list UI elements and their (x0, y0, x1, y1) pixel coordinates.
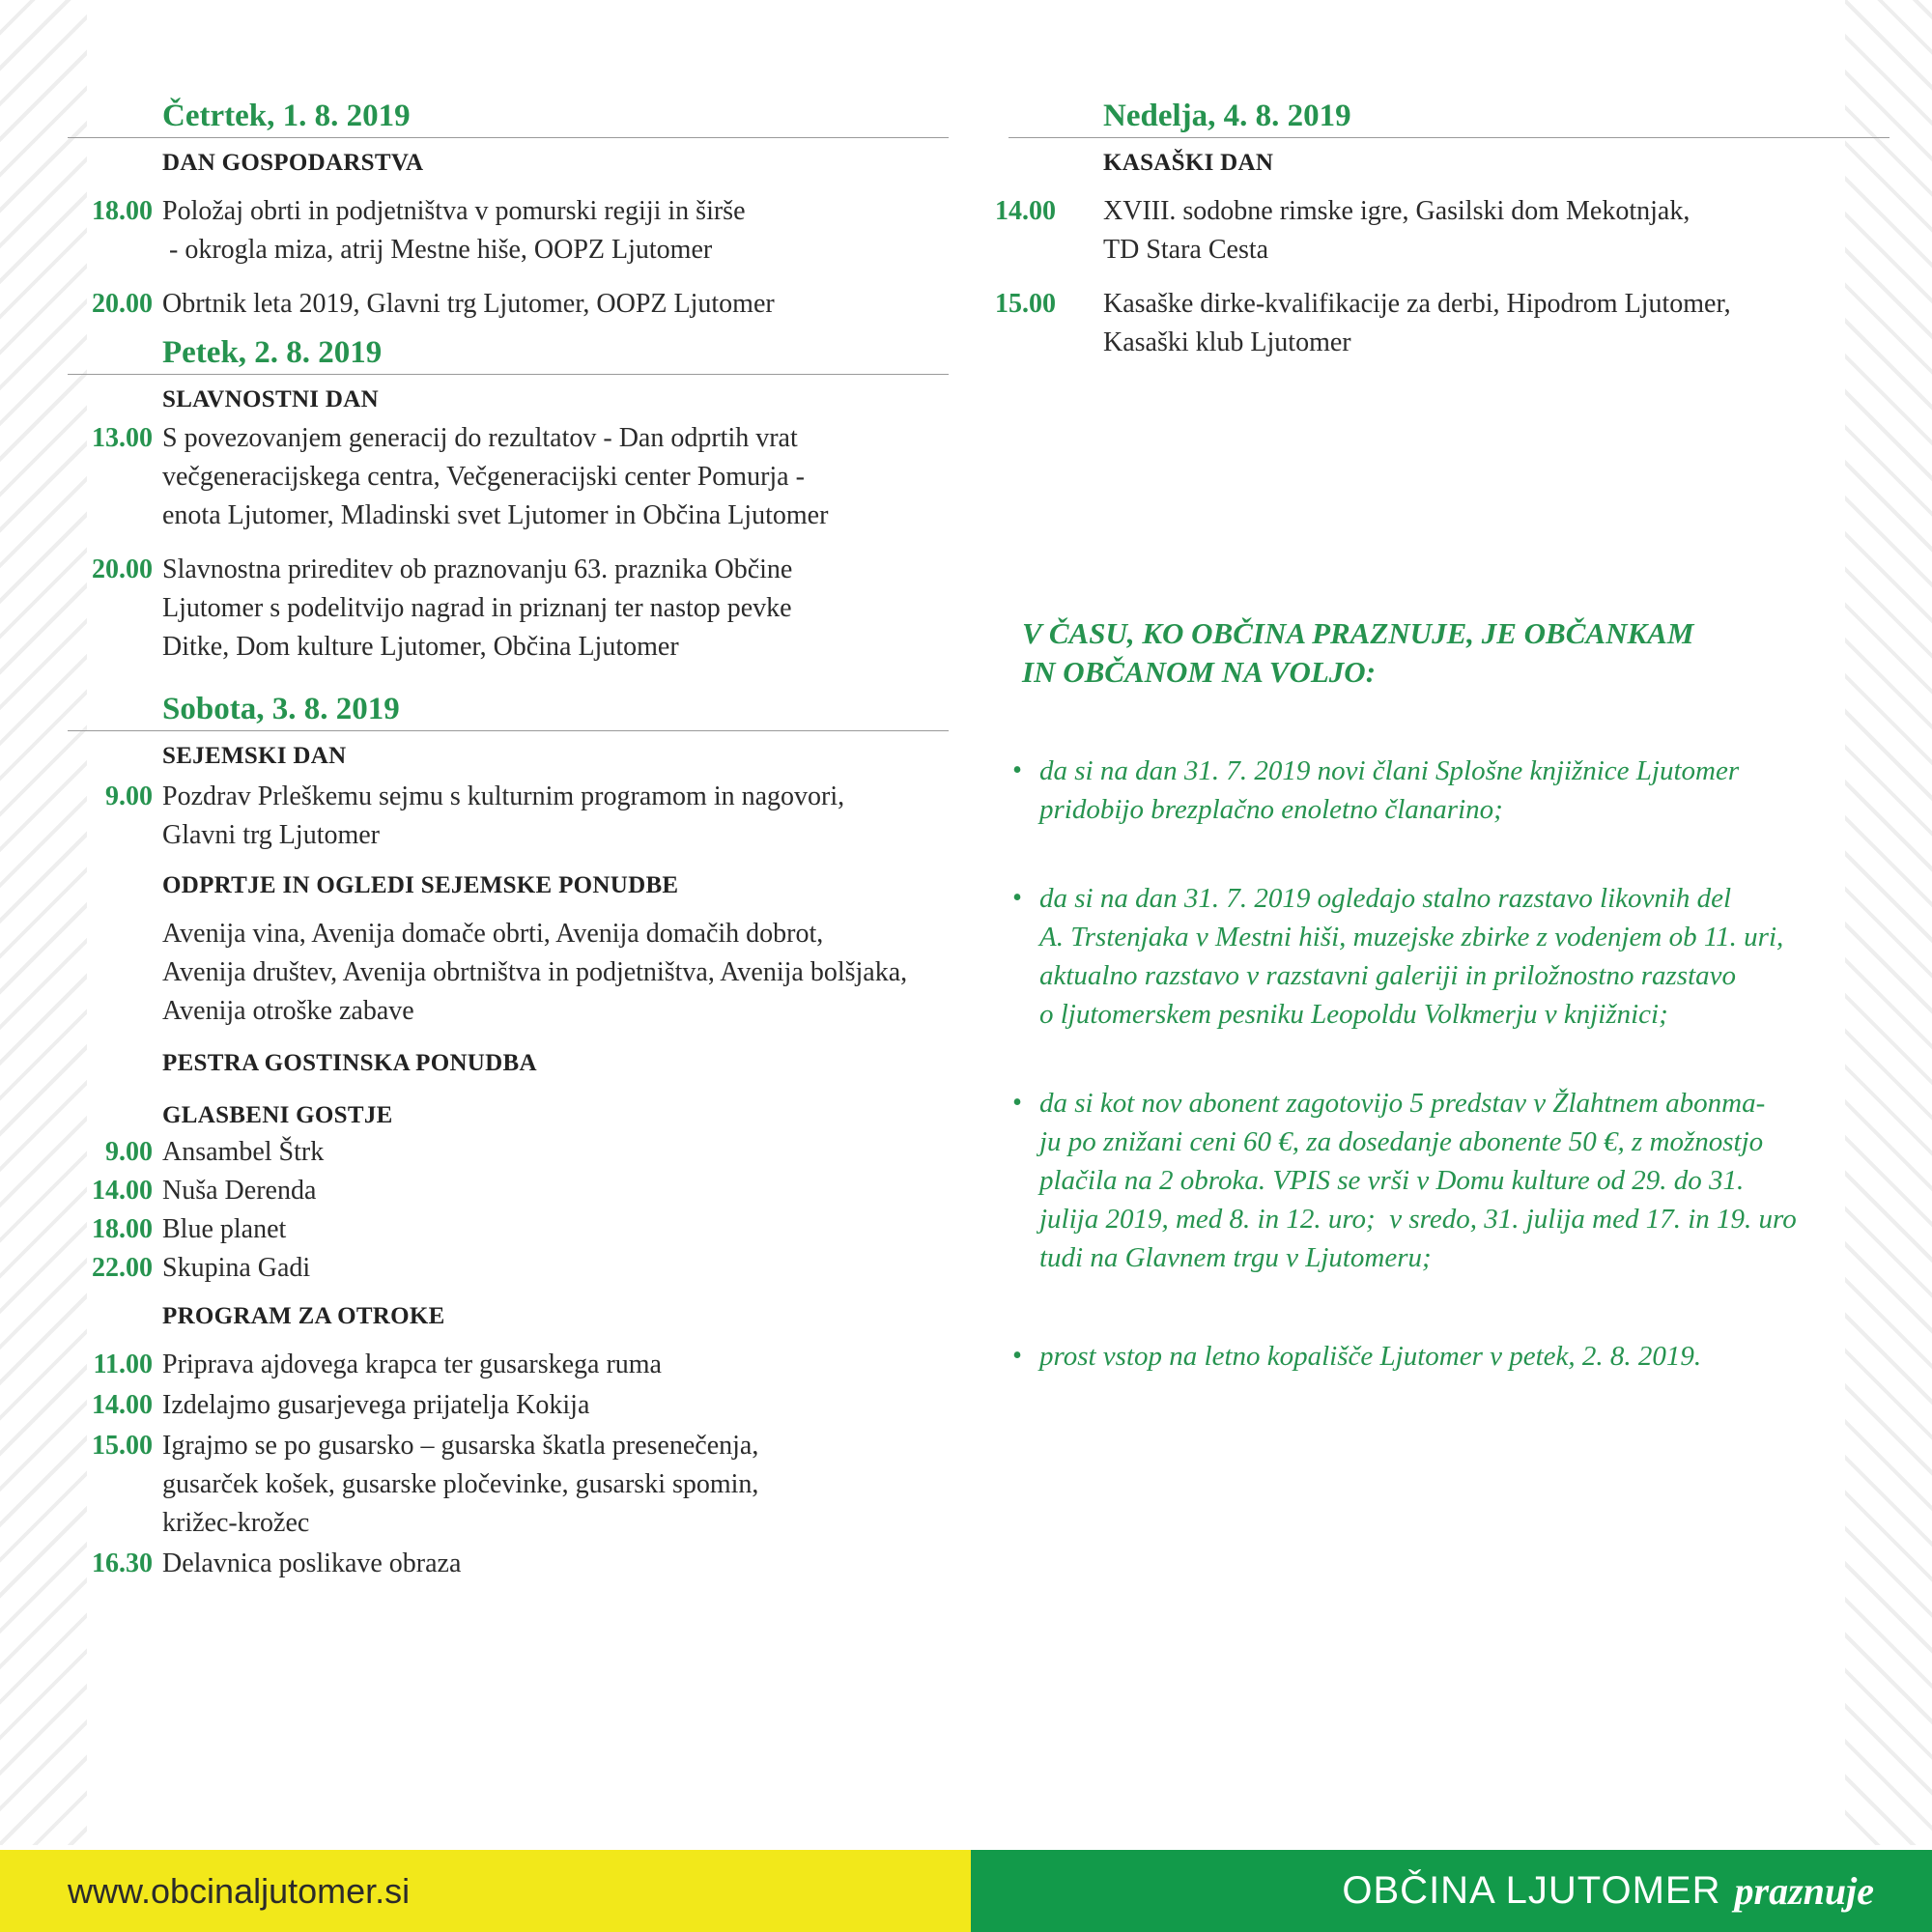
divider (1009, 137, 1889, 138)
event-line: Izdelajmo gusarjevega prijatelja Kokija (162, 1390, 590, 1420)
event-time: 20.00 (92, 554, 153, 584)
bullet-icon: • (1012, 883, 1022, 913)
kids-item (68, 1427, 949, 1543)
section-heading: ODPRTJE IN OGLEDI SEJEMSKE PONUDBE (162, 872, 679, 898)
citizen-benefits-notice (995, 614, 1889, 1426)
divider (68, 137, 949, 138)
kids-item (68, 1346, 949, 1384)
event (68, 551, 949, 667)
day-title: Petek, 2. 8. 2019 (162, 335, 383, 370)
event-line: Priprava ajdovega krapca ter gusarskega ruma (162, 1350, 662, 1379)
day-subtitle: SLAVNOSTNI DAN (162, 386, 379, 412)
event-time: 20.00 (92, 289, 153, 319)
day-saturday (68, 690, 949, 1583)
event-description (162, 419, 828, 535)
event (68, 419, 949, 535)
event-time: 9.00 (105, 1137, 153, 1167)
benefit-line: aktualno razstavo v razstavni galeriji in priložnostno razstavo (1039, 960, 1736, 991)
event (995, 192, 1889, 270)
bullet-icon: • (1012, 755, 1022, 785)
fair-line: Avenija vina, Avenija domače obrti, Avenija domačih dobrot, (162, 919, 824, 949)
event-line: Kasaške dirke-kvalifikacije za derbi, Hipodrom Ljutomer, (1103, 289, 1731, 319)
performer: Blue planet (162, 1214, 287, 1244)
performer: Skupina Gadi (162, 1253, 311, 1283)
day-title: Četrtek, 1. 8. 2019 (162, 99, 411, 133)
program-right-column (995, 97, 1889, 378)
section-heading: PROGRAM ZA OTROKE (162, 1303, 445, 1329)
fair-description (68, 915, 949, 1031)
benefit-line: prost vstop na letno kopališče Ljutomer v petek, 2. 8. 2019. (1039, 1341, 1702, 1372)
event-time: 15.00 (92, 1431, 153, 1461)
benefit-item (995, 1084, 1889, 1277)
event-line: večgeneracijskega centra, Večgeneracijski center Pomurja - (162, 462, 805, 492)
music-item (68, 1210, 949, 1249)
divider (68, 730, 949, 731)
event-line: Obrtnik leta 2019, Glavni trg Ljutomer, OOPZ Ljutomer (162, 289, 775, 319)
notice-heading (995, 614, 1889, 692)
day-thursday (68, 97, 949, 324)
event-description (162, 1386, 589, 1425)
day-title: Nedelja, 4. 8. 2019 (1103, 99, 1351, 133)
event-description (162, 551, 792, 667)
event-time: 13.00 (92, 423, 153, 453)
footer-right (971, 1850, 1932, 1932)
benefit-text (1039, 879, 1783, 1034)
benefit-line: plačila na 2 obroka. VPIS se vrši v Domu kulture od 29. do 31. (1039, 1165, 1745, 1196)
municipality-name: OBČINA LJUTOMER (1342, 1869, 1721, 1912)
benefit-line: A. Trstenjaka v Mestni hiši, muzejske zbirke z vodenjem ob 11. uri, (1039, 922, 1784, 952)
event-time: 11.00 (93, 1350, 153, 1379)
event-time: 14.00 (995, 196, 1056, 226)
event (68, 778, 949, 855)
event-description (162, 285, 775, 324)
benefit-item (995, 879, 1889, 1034)
notice-heading-line: V ČASU, KO OBČINA PRAZNUJE, JE OBČANKAM (1022, 616, 1694, 650)
event-line: Kasaški klub Ljutomer (1103, 327, 1351, 357)
benefit-line: da si na dan 31. 7. 2019 novi člani Splošne knjižnice Ljutomer (1039, 755, 1740, 786)
event (68, 285, 949, 324)
event-line: križec-krožec (162, 1508, 310, 1538)
event-line: Slavnostna prireditev ob praznovanju 63. praznika Občine (162, 554, 793, 584)
benefit-line: ju po znižani ceni 60 €, za dosedanje abonente 50 €, z možnostjo (1039, 1126, 1764, 1157)
event-line: - okrogla miza, atrij Mestne hiše, OOPZ Ljutomer (162, 235, 713, 265)
event-time: 14.00 (92, 1176, 153, 1206)
website-link[interactable]: www.obcinaljutomer.si (68, 1870, 411, 1911)
kids-item (68, 1545, 949, 1583)
day-friday (68, 333, 949, 667)
benefit-line: pridobijo brezplačno enoletno članarino; (1039, 794, 1503, 825)
event-line: Ljutomer s podelitvijo nagrad in priznanj ter nastop pevke (162, 593, 792, 623)
event-line: gusarček košek, gusarske pločevinke, gusarski spomin, (162, 1469, 759, 1499)
benefit-line: tudi na Glavnem trgu v Ljutomeru; (1039, 1242, 1432, 1273)
bullet-icon: • (1012, 1341, 1022, 1371)
benefit-text (1039, 1337, 1701, 1376)
event-line: Delavnica poslikave obraza (162, 1548, 462, 1578)
divider (68, 374, 949, 375)
benefit-item (995, 752, 1889, 829)
section-heading: PESTRA GOSTINSKA PONUDBA (162, 1050, 537, 1076)
benefit-item (995, 1337, 1889, 1376)
event-line: XVIII. sodobne rimske igre, Gasilski dom Mekotnjak, (1103, 196, 1690, 226)
performer: Nuša Derenda (162, 1176, 317, 1206)
event-time: 18.00 (92, 196, 153, 226)
benefit-line: julija 2019, med 8. in 12. uro; v sredo, 31. julija med 17. in 19. uro (1039, 1204, 1797, 1235)
benefit-line: da si na dan 31. 7. 2019 ogledajo stalno razstavo likovnih del (1039, 883, 1732, 914)
event-description (162, 1427, 758, 1543)
event-line: Položaj obrti in podjetništva v pomurski regiji in širše (162, 196, 746, 226)
event-time: 15.00 (995, 289, 1056, 319)
day-subtitle: DAN GOSPODARSTVA (162, 150, 424, 176)
benefit-text (1039, 1084, 1797, 1277)
event-line: Glavni trg Ljutomer (162, 820, 380, 850)
music-item (68, 1133, 949, 1172)
benefit-text (1039, 752, 1739, 829)
music-item (68, 1249, 949, 1288)
event-time: 22.00 (92, 1253, 153, 1283)
event-description (1103, 285, 1731, 362)
notice-heading-line: IN OBČANOM NA VOLJO: (1022, 655, 1377, 689)
event-line: TD Stara Cesta (1103, 235, 1269, 265)
event-line: enota Ljutomer, Mladinski svet Ljutomer in Občina Ljutomer (162, 500, 829, 530)
fair-line: Avenija otroške zabave (162, 996, 414, 1026)
footer-left (0, 1850, 971, 1932)
event-line: Ditke, Dom kulture Ljutomer, Občina Ljutomer (162, 632, 679, 662)
program-left-column (68, 97, 949, 1599)
event-line: Igrajmo se po gusarsko – gusarska škatla presenečenja, (162, 1431, 759, 1461)
day-sunday (995, 97, 1889, 362)
event-time: 16.30 (92, 1548, 153, 1578)
kids-item (68, 1386, 949, 1425)
bullet-icon: • (1012, 1088, 1022, 1118)
music-item (68, 1172, 949, 1210)
tagline: praznuje (1734, 1869, 1874, 1913)
event-description (1103, 192, 1690, 270)
section-heading: GLASBENI GOSTJE (162, 1102, 393, 1128)
day-title: Sobota, 3. 8. 2019 (162, 692, 400, 726)
event (68, 192, 949, 270)
event-time: 18.00 (92, 1214, 153, 1244)
benefit-line: da si kot nov abonent zagotovijo 5 predstav v Žlahtnem abonma- (1039, 1088, 1766, 1119)
footer-bar (0, 1850, 1932, 1932)
day-subtitle: SEJEMSKI DAN (162, 743, 347, 769)
performer: Ansambel Štrk (162, 1137, 325, 1167)
fair-line: Avenija društev, Avenija obrtništva in podjetništva, Avenija bolšjaka, (162, 957, 908, 987)
event (995, 285, 1889, 362)
benefit-line: o ljutomerskem pesniku Leopoldu Volkmerju v knjižnici; (1039, 999, 1668, 1030)
event-description (162, 192, 746, 270)
event-description (162, 778, 844, 855)
day-subtitle: KASAŠKI DAN (1103, 150, 1274, 176)
event-time: 14.00 (92, 1390, 153, 1420)
event-line: S povezovanjem generacij do rezultatov - Dan odprtih vrat (162, 423, 798, 453)
event-description (162, 1545, 461, 1583)
event-time: 9.00 (105, 781, 153, 811)
event-line: Pozdrav Prleškemu sejmu s kulturnim programom in nagovori, (162, 781, 845, 811)
event-description (162, 1346, 662, 1384)
